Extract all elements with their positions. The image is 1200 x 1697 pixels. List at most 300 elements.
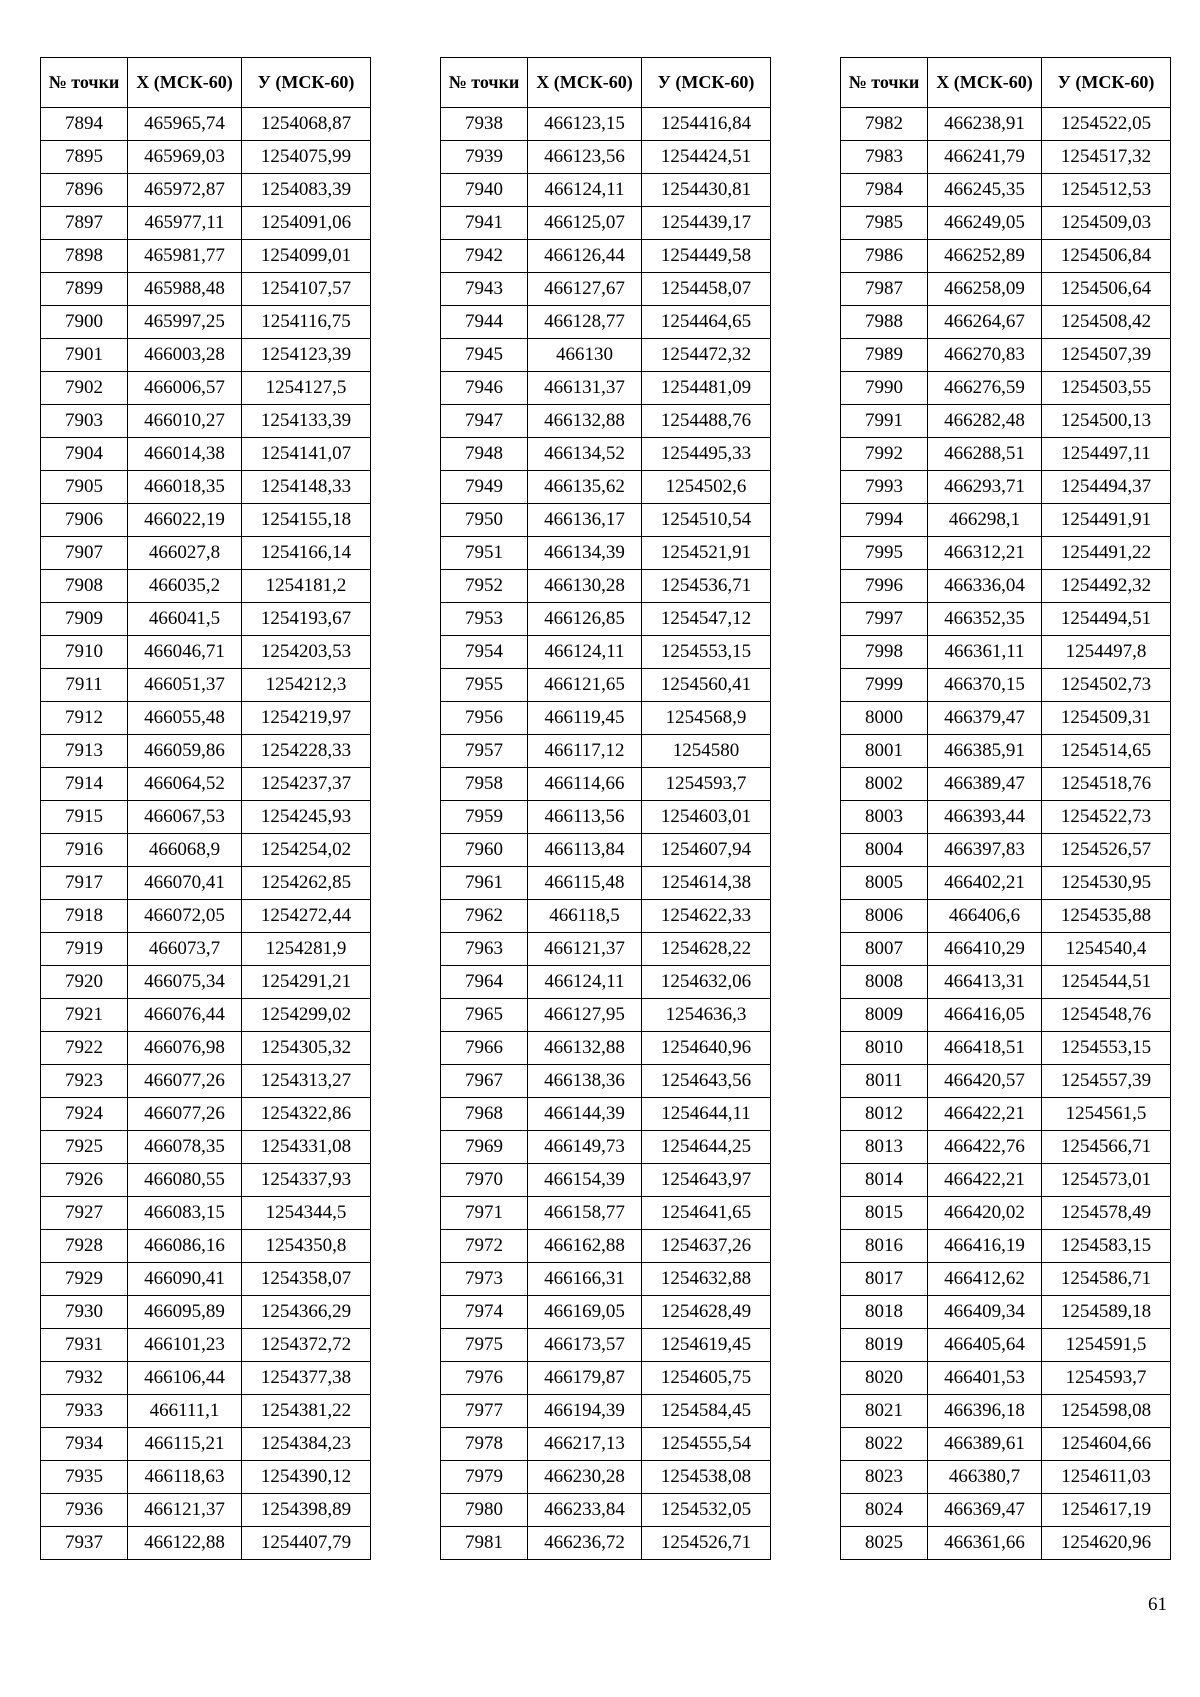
y-coordinate-cell: 1254540,4 [1042,933,1171,966]
table-row [841,306,1171,339]
point-number-cell: 7926 [41,1164,128,1197]
point-number-cell: 8012 [841,1098,928,1131]
point-number-cell: 7917 [41,867,128,900]
x-coordinate-cell: 466003,28 [128,339,242,372]
y-coordinate-cell: 1254521,91 [642,537,771,570]
x-coordinate-cell: 465988,48 [128,273,242,306]
table-row [41,1230,371,1263]
table-row [441,306,771,339]
table-row [441,1296,771,1329]
table-row [841,603,1171,636]
header-x-coordinate: X (МСК-60) [528,58,642,108]
table-row [41,933,371,966]
table-row [441,834,771,867]
point-number-cell: 7960 [441,834,528,867]
point-number-cell: 7952 [441,570,528,603]
x-coordinate-cell: 466073,7 [128,933,242,966]
table-row [441,570,771,603]
point-number-cell: 7899 [41,273,128,306]
table-row [441,405,771,438]
y-coordinate-cell: 1254517,32 [1042,141,1171,174]
y-coordinate-cell: 1254526,57 [1042,834,1171,867]
table-row [841,999,1171,1032]
y-coordinate-cell: 1254593,7 [1042,1362,1171,1395]
y-coordinate-cell: 1254614,38 [642,867,771,900]
point-number-cell: 7944 [441,306,528,339]
table-row [441,141,771,174]
table-row [841,1164,1171,1197]
table-row [41,636,371,669]
y-coordinate-cell: 1254641,65 [642,1197,771,1230]
x-coordinate-cell: 466336,04 [928,570,1042,603]
table-row [841,669,1171,702]
y-coordinate-cell: 1254586,71 [1042,1263,1171,1296]
y-coordinate-cell: 1254390,12 [242,1461,371,1494]
x-coordinate-cell: 466217,13 [528,1428,642,1461]
table-row [41,1098,371,1131]
x-coordinate-cell: 466312,21 [928,537,1042,570]
table-row [41,438,371,471]
table-row [441,1230,771,1263]
y-coordinate-cell: 1254099,01 [242,240,371,273]
x-coordinate-cell: 466293,71 [928,471,1042,504]
table-row [41,141,371,174]
point-number-cell: 7901 [41,339,128,372]
table-row [41,471,371,504]
x-coordinate-cell: 466241,79 [928,141,1042,174]
point-number-cell: 7979 [441,1461,528,1494]
point-number-cell: 7928 [41,1230,128,1263]
x-coordinate-cell: 466022,19 [128,504,242,537]
table-row [841,1395,1171,1428]
y-coordinate-cell: 1254148,33 [242,471,371,504]
point-number-cell: 7965 [441,999,528,1032]
table-row [441,999,771,1032]
y-coordinate-cell: 1254481,09 [642,372,771,405]
table-row [41,834,371,867]
x-coordinate-cell: 466385,91 [928,735,1042,768]
y-coordinate-cell: 1254083,39 [242,174,371,207]
x-coordinate-cell: 466413,31 [928,966,1042,999]
y-coordinate-cell: 1254166,14 [242,537,371,570]
x-coordinate-cell: 466396,18 [928,1395,1042,1428]
point-number-cell: 7942 [441,240,528,273]
table-row [841,339,1171,372]
x-coordinate-cell: 466127,67 [528,273,642,306]
point-number-cell: 7913 [41,735,128,768]
x-coordinate-cell: 466124,11 [528,966,642,999]
point-number-cell: 8004 [841,834,928,867]
table-row [441,669,771,702]
point-number-cell: 7981 [441,1527,528,1560]
y-coordinate-cell: 1254439,17 [642,207,771,240]
table-row [841,735,1171,768]
point-number-cell: 7953 [441,603,528,636]
y-coordinate-cell: 1254305,32 [242,1032,371,1065]
x-coordinate-cell: 466014,38 [128,438,242,471]
x-coordinate-cell: 466422,21 [928,1098,1042,1131]
x-coordinate-cell: 466380,7 [928,1461,1042,1494]
x-coordinate-cell: 466397,83 [928,834,1042,867]
y-coordinate-cell: 1254636,3 [642,999,771,1032]
point-number-cell: 7980 [441,1494,528,1527]
y-coordinate-cell: 1254603,01 [642,801,771,834]
y-coordinate-cell: 1254299,02 [242,999,371,1032]
x-coordinate-cell: 466121,37 [128,1494,242,1527]
y-coordinate-cell: 1254561,5 [1042,1098,1171,1131]
table-body [841,108,1171,1560]
header-point-number: № точки [441,58,528,108]
table-row [41,1065,371,1098]
point-number-cell: 8019 [841,1329,928,1362]
y-coordinate-cell: 1254643,56 [642,1065,771,1098]
point-number-cell: 8017 [841,1263,928,1296]
point-number-cell: 7994 [841,504,928,537]
x-coordinate-cell: 466027,8 [128,537,242,570]
point-number-cell: 7946 [441,372,528,405]
x-coordinate-cell: 466126,44 [528,240,642,273]
table-row [41,1263,371,1296]
table-row [441,735,771,768]
table-row [841,1428,1171,1461]
y-coordinate-cell: 1254578,49 [1042,1197,1171,1230]
y-coordinate-cell: 1254322,86 [242,1098,371,1131]
y-coordinate-cell: 1254518,76 [1042,768,1171,801]
table-row [441,372,771,405]
y-coordinate-cell: 1254566,71 [1042,1131,1171,1164]
table-row [441,867,771,900]
x-coordinate-cell: 466179,87 [528,1362,642,1395]
table-row [841,702,1171,735]
point-number-cell: 7937 [41,1527,128,1560]
table-row [41,1197,371,1230]
y-coordinate-cell: 1254458,07 [642,273,771,306]
y-coordinate-cell: 1254557,39 [1042,1065,1171,1098]
y-coordinate-cell: 1254544,51 [1042,966,1171,999]
table-row [841,1296,1171,1329]
table-row [41,1428,371,1461]
y-coordinate-cell: 1254449,58 [642,240,771,273]
table-row [841,636,1171,669]
x-coordinate-cell: 466111,1 [128,1395,242,1428]
x-coordinate-cell: 466166,31 [528,1263,642,1296]
x-coordinate-cell: 466127,95 [528,999,642,1032]
point-number-cell: 7957 [441,735,528,768]
point-number-cell: 8014 [841,1164,928,1197]
table-row [841,570,1171,603]
table-body [41,108,371,1560]
y-coordinate-cell: 1254512,53 [1042,174,1171,207]
point-number-cell: 8001 [841,735,928,768]
y-coordinate-cell: 1254212,3 [242,669,371,702]
point-number-cell: 7973 [441,1263,528,1296]
point-number-cell: 8013 [841,1131,928,1164]
point-number-cell: 7924 [41,1098,128,1131]
table-row [441,174,771,207]
table-row [441,1197,771,1230]
x-coordinate-cell: 466077,26 [128,1098,242,1131]
y-coordinate-cell: 1254553,15 [642,636,771,669]
y-coordinate-cell: 1254254,02 [242,834,371,867]
x-coordinate-cell: 466106,44 [128,1362,242,1395]
x-coordinate-cell: 466125,07 [528,207,642,240]
point-number-cell: 7996 [841,570,928,603]
y-coordinate-cell: 1254605,75 [642,1362,771,1395]
y-coordinate-cell: 1254123,39 [242,339,371,372]
table-row [441,603,771,636]
y-coordinate-cell: 1254281,9 [242,933,371,966]
table-row [41,207,371,240]
table-row [441,1395,771,1428]
x-coordinate-cell: 466298,1 [928,504,1042,537]
y-coordinate-cell: 1254384,23 [242,1428,371,1461]
point-number-cell: 7951 [441,537,528,570]
y-coordinate-cell: 1254526,71 [642,1527,771,1560]
point-number-cell: 7971 [441,1197,528,1230]
table-row [841,240,1171,273]
point-number-cell: 7921 [41,999,128,1032]
header-y-coordinate: У (МСК-60) [242,58,371,108]
x-coordinate-cell: 466130,28 [528,570,642,603]
table-row [41,1329,371,1362]
table-row [841,1230,1171,1263]
y-coordinate-cell: 1254573,01 [1042,1164,1171,1197]
table-row [441,537,771,570]
y-coordinate-cell: 1254637,26 [642,1230,771,1263]
x-coordinate-cell: 466252,89 [928,240,1042,273]
y-coordinate-cell: 1254607,94 [642,834,771,867]
point-number-cell: 7970 [441,1164,528,1197]
x-coordinate-cell: 466352,35 [928,603,1042,636]
y-coordinate-cell: 1254381,22 [242,1395,371,1428]
point-number-cell: 8022 [841,1428,928,1461]
y-coordinate-cell: 1254492,32 [1042,570,1171,603]
x-coordinate-cell: 466173,57 [528,1329,642,1362]
point-number-cell: 7983 [841,141,928,174]
y-coordinate-cell: 1254548,76 [1042,999,1171,1032]
point-number-cell: 7963 [441,933,528,966]
table-row [41,867,371,900]
table-row [41,735,371,768]
table-row [441,801,771,834]
point-number-cell: 7894 [41,108,128,141]
header-x-coordinate: X (МСК-60) [928,58,1042,108]
table-row [41,240,371,273]
point-number-cell: 7975 [441,1329,528,1362]
x-coordinate-cell: 465969,03 [128,141,242,174]
y-coordinate-cell: 1254331,08 [242,1131,371,1164]
point-number-cell: 7997 [841,603,928,636]
x-coordinate-cell: 466101,23 [128,1329,242,1362]
coordinates-table-1 [40,57,371,1560]
y-coordinate-cell: 1254228,33 [242,735,371,768]
x-coordinate-cell: 466018,35 [128,471,242,504]
point-number-cell: 7950 [441,504,528,537]
x-coordinate-cell: 466412,62 [928,1263,1042,1296]
x-coordinate-cell: 465965,74 [128,108,242,141]
table-row [841,108,1171,141]
x-coordinate-cell: 466123,56 [528,141,642,174]
x-coordinate-cell: 466123,15 [528,108,642,141]
point-number-cell: 7940 [441,174,528,207]
point-number-cell: 7932 [41,1362,128,1395]
y-coordinate-cell: 1254494,37 [1042,471,1171,504]
y-coordinate-cell: 1254237,37 [242,768,371,801]
x-coordinate-cell: 466132,88 [528,405,642,438]
y-coordinate-cell: 1254632,06 [642,966,771,999]
x-coordinate-cell: 466121,37 [528,933,642,966]
point-number-cell: 8007 [841,933,928,966]
point-number-cell: 7972 [441,1230,528,1263]
point-number-cell: 7930 [41,1296,128,1329]
y-coordinate-cell: 1254644,25 [642,1131,771,1164]
y-coordinate-cell: 1254547,12 [642,603,771,636]
x-coordinate-cell: 466010,27 [128,405,242,438]
table-row [41,108,371,141]
x-coordinate-cell: 466086,16 [128,1230,242,1263]
point-number-cell: 7909 [41,603,128,636]
point-number-cell: 7895 [41,141,128,174]
table-row [841,1032,1171,1065]
point-number-cell: 7898 [41,240,128,273]
point-number-cell: 7949 [441,471,528,504]
table-row [841,405,1171,438]
x-coordinate-cell: 466379,47 [928,702,1042,735]
y-coordinate-cell: 1254193,67 [242,603,371,636]
x-coordinate-cell: 466422,76 [928,1131,1042,1164]
point-number-cell: 8011 [841,1065,928,1098]
point-number-cell: 7988 [841,306,928,339]
table-row [841,504,1171,537]
table-body [441,108,771,1560]
x-coordinate-cell: 466124,11 [528,636,642,669]
x-coordinate-cell: 466238,91 [928,108,1042,141]
x-coordinate-cell: 466118,5 [528,900,642,933]
y-coordinate-cell: 1254598,08 [1042,1395,1171,1428]
x-coordinate-cell: 466420,02 [928,1197,1042,1230]
y-coordinate-cell: 1254372,72 [242,1329,371,1362]
table-row [441,504,771,537]
x-coordinate-cell: 466006,57 [128,372,242,405]
point-number-cell: 7987 [841,273,928,306]
x-coordinate-cell: 466080,55 [128,1164,242,1197]
y-coordinate-cell: 1254532,05 [642,1494,771,1527]
point-number-cell: 7984 [841,174,928,207]
x-coordinate-cell: 466119,45 [528,702,642,735]
y-coordinate-cell: 1254622,33 [642,900,771,933]
table-row [441,636,771,669]
x-coordinate-cell: 466090,41 [128,1263,242,1296]
table-row [441,339,771,372]
y-coordinate-cell: 1254245,93 [242,801,371,834]
table-row [841,174,1171,207]
table-row [841,933,1171,966]
table-row [41,570,371,603]
table-row [841,1098,1171,1131]
table-row [41,999,371,1032]
x-coordinate-cell: 466245,35 [928,174,1042,207]
x-coordinate-cell: 466135,62 [528,471,642,504]
x-coordinate-cell: 466131,37 [528,372,642,405]
table-row [841,537,1171,570]
y-coordinate-cell: 1254472,32 [642,339,771,372]
point-number-cell: 8006 [841,900,928,933]
table-row [41,339,371,372]
table-row [841,801,1171,834]
x-coordinate-cell: 466369,47 [928,1494,1042,1527]
point-number-cell: 7919 [41,933,128,966]
point-number-cell: 7935 [41,1461,128,1494]
y-coordinate-cell: 1254514,65 [1042,735,1171,768]
y-coordinate-cell: 1254424,51 [642,141,771,174]
table-row [41,1527,371,1560]
y-coordinate-cell: 1254506,64 [1042,273,1171,306]
x-coordinate-cell: 466406,6 [928,900,1042,933]
x-coordinate-cell: 466075,34 [128,966,242,999]
table-row [41,1395,371,1428]
table-row [41,1032,371,1065]
x-coordinate-cell: 466233,84 [528,1494,642,1527]
table-row [441,1131,771,1164]
point-number-cell: 8002 [841,768,928,801]
table-row [41,537,371,570]
y-coordinate-cell: 1254133,39 [242,405,371,438]
point-number-cell: 8023 [841,1461,928,1494]
y-coordinate-cell: 1254589,18 [1042,1296,1171,1329]
table-row [841,1263,1171,1296]
point-number-cell: 7998 [841,636,928,669]
table-row [841,1494,1171,1527]
y-coordinate-cell: 1254495,33 [642,438,771,471]
point-number-cell: 7943 [441,273,528,306]
point-number-cell: 7958 [441,768,528,801]
x-coordinate-cell: 466115,48 [528,867,642,900]
point-number-cell: 7939 [441,141,528,174]
x-coordinate-cell: 466051,37 [128,669,242,702]
x-coordinate-cell: 466422,21 [928,1164,1042,1197]
y-coordinate-cell: 1254640,96 [642,1032,771,1065]
y-coordinate-cell: 1254430,81 [642,174,771,207]
x-coordinate-cell: 466077,26 [128,1065,242,1098]
y-coordinate-cell: 1254491,22 [1042,537,1171,570]
x-coordinate-cell: 466078,35 [128,1131,242,1164]
y-coordinate-cell: 1254593,7 [642,768,771,801]
table-row [441,1263,771,1296]
x-coordinate-cell: 466288,51 [928,438,1042,471]
x-coordinate-cell: 466158,77 [528,1197,642,1230]
point-number-cell: 7920 [41,966,128,999]
point-number-cell: 7989 [841,339,928,372]
x-coordinate-cell: 466282,48 [928,405,1042,438]
point-number-cell: 7966 [441,1032,528,1065]
x-coordinate-cell: 466416,19 [928,1230,1042,1263]
x-coordinate-cell: 466118,63 [128,1461,242,1494]
point-number-cell: 7908 [41,570,128,603]
table-row [41,900,371,933]
x-coordinate-cell: 466114,66 [528,768,642,801]
point-number-cell: 7991 [841,405,928,438]
y-coordinate-cell: 1254377,38 [242,1362,371,1395]
x-coordinate-cell: 466420,57 [928,1065,1042,1098]
x-coordinate-cell: 466258,09 [928,273,1042,306]
table-row [841,867,1171,900]
table-row [841,207,1171,240]
y-coordinate-cell: 1254580 [642,735,771,768]
point-number-cell: 8024 [841,1494,928,1527]
point-number-cell: 8025 [841,1527,928,1560]
point-number-cell: 7905 [41,471,128,504]
table-row [41,1296,371,1329]
